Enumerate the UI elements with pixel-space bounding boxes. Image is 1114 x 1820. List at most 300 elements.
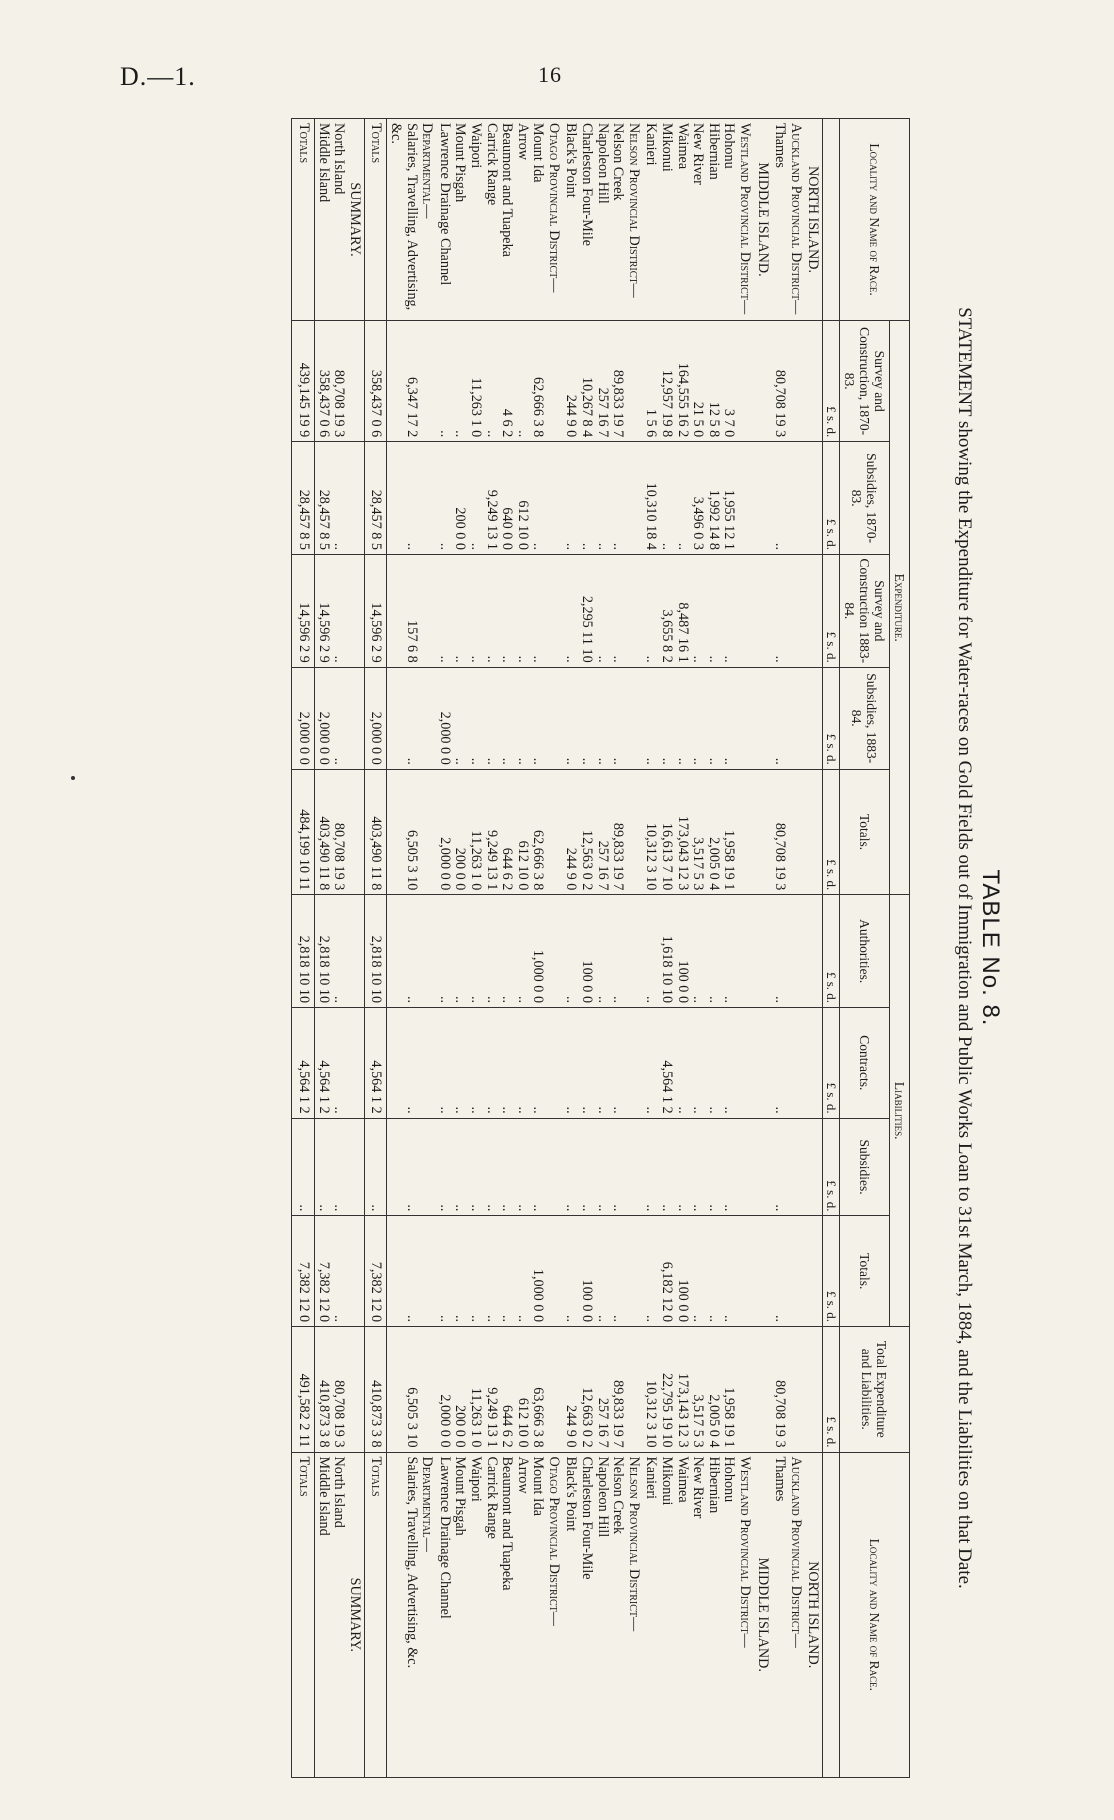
empty-cell (754, 895, 772, 1008)
row-value-c10: 9,249 13 1 (483, 1327, 499, 1452)
row-value-c8: .. (690, 1118, 706, 1216)
row-value-c7: .. (530, 1008, 546, 1119)
row-value-c4: .. (452, 667, 468, 769)
unit-cell: £ s. d. (823, 1327, 840, 1452)
row-value-c10: 89,833 19 7 (610, 1327, 626, 1452)
unit-cell: £ s. d. (823, 1008, 840, 1119)
empty-cell (754, 1118, 772, 1216)
row-value-c7: 4,564 1 2 (658, 1008, 674, 1119)
row-locality-right: North Island (331, 1452, 347, 1777)
row-value-c8: .. (658, 1118, 674, 1216)
totals-value-c9: 7,382 12 0 (292, 1216, 315, 1327)
row-value-c6: 100 0 0 (579, 895, 595, 1008)
totals-row (292, 119, 315, 1778)
row-value-c7: .. (772, 1008, 788, 1119)
row-locality: Waimea (674, 119, 690, 321)
row-locality: Kanieri (643, 119, 659, 321)
table-row (690, 119, 706, 1778)
row-value-c3: 14,596 2 9 (315, 554, 331, 667)
empty-cell (736, 1118, 754, 1216)
row-value-c9: .. (331, 1216, 347, 1327)
ink-speck (71, 776, 75, 780)
empty-cell (754, 554, 772, 667)
empty-cell (625, 321, 643, 442)
row-locality-right: Charleston Four-Mile (579, 1452, 595, 1777)
row-locality: Lawrence Drainage Channel (436, 119, 452, 321)
row-value-c1: .. (483, 321, 499, 442)
empty-cell (545, 442, 563, 555)
row-value-c1: 4 6 2 (499, 321, 515, 442)
table-row (467, 119, 483, 1778)
empty-cell (787, 1008, 805, 1119)
district-heading: Otago Provincial District— (545, 119, 563, 321)
empty-cell (545, 1216, 563, 1327)
row-value-c7: .. (514, 1008, 530, 1119)
empty-cell (419, 667, 437, 769)
row-value-c6: .. (772, 895, 788, 1008)
row-value-c3: .. (331, 554, 347, 667)
section-heading-row (805, 119, 823, 1778)
empty-cell (346, 442, 364, 555)
row-value-c2: .. (467, 442, 483, 555)
row-value-c3: .. (705, 554, 721, 667)
table-row (499, 119, 515, 1778)
empty-cell (346, 769, 364, 895)
empty-cell (346, 1118, 364, 1216)
table-row (530, 119, 546, 1778)
row-value-c6: 2,818 10 10 (315, 895, 331, 1008)
row-value-c8: .. (514, 1118, 530, 1216)
row-value-c10: 12,663 0 2 (579, 1327, 595, 1452)
row-value-c9: .. (483, 1216, 499, 1327)
row-value-c5: 62,666 3 8 (530, 769, 546, 895)
empty-cell (419, 1327, 437, 1452)
row-value-c8: .. (772, 1118, 788, 1216)
row-value-c7: .. (436, 1008, 452, 1119)
row-value-c5: 612 10 0 (514, 769, 530, 895)
row-value-c6: .. (721, 895, 737, 1008)
row-value-c5: 644 6 2 (499, 769, 515, 895)
row-value-c7: .. (721, 1008, 737, 1119)
table-row (610, 119, 626, 1778)
row-value-c3: .. (436, 554, 452, 667)
row-value-c4: .. (467, 667, 483, 769)
row-value-c8: .. (594, 1118, 610, 1216)
row-value-c2: .. (579, 442, 595, 555)
totals-value-c1: 358,437 0 6 (364, 321, 387, 442)
row-locality-right: Black's Point (563, 1452, 579, 1777)
totals-label: Totals (364, 119, 387, 321)
empty-cell (346, 667, 364, 769)
row-locality: Salaries, Travelling, Advertising, &c. (387, 119, 419, 321)
row-value-c9: .. (452, 1216, 468, 1327)
row-value-c8: .. (674, 1118, 690, 1216)
row-value-c6: 1,000 0 0 (530, 895, 546, 1008)
row-value-c6: .. (483, 895, 499, 1008)
row-value-c10: 244 9 0 (563, 1327, 579, 1452)
row-value-c7: .. (499, 1008, 515, 1119)
table-row (483, 119, 499, 1778)
empty-cell (787, 554, 805, 667)
empty-cell (736, 442, 754, 555)
header-liab-totals: Totals. (840, 1216, 890, 1327)
row-value-c6: .. (331, 895, 347, 1008)
row-value-c4: .. (331, 667, 347, 769)
row-value-c7: .. (387, 1008, 419, 1119)
unit-cell: £ s. d. (823, 321, 840, 442)
row-value-c6: .. (610, 895, 626, 1008)
empty-cell (419, 554, 437, 667)
row-value-c2: .. (530, 442, 546, 555)
header-subsidies-70-83: Subsidies, 1870-83. (840, 442, 890, 555)
district-heading-right: Westland Provincial District— (736, 1452, 754, 1777)
row-value-c3: .. (514, 554, 530, 667)
row-value-c7: .. (563, 1008, 579, 1119)
row-value-c5: 3,517 5 3 (690, 769, 706, 895)
row-value-c1: 164,555 16 2 (674, 321, 690, 442)
row-value-c5: 10,312 3 10 (643, 769, 659, 895)
row-value-c7: .. (331, 1008, 347, 1119)
row-value-c6: .. (594, 895, 610, 1008)
empty-cell (787, 895, 805, 1008)
row-value-c8: .. (387, 1118, 419, 1216)
row-value-c6: .. (499, 895, 515, 1008)
empty-cell (419, 769, 437, 895)
row-value-c4: .. (772, 667, 788, 769)
empty-cell (787, 1118, 805, 1216)
empty-cell (736, 554, 754, 667)
row-value-c2: .. (772, 442, 788, 555)
units-blank (823, 119, 840, 321)
row-value-c3: .. (610, 554, 626, 667)
row-value-c4: .. (610, 667, 626, 769)
rotated-table-block (144, 118, 1004, 1778)
empty-cell (346, 895, 364, 1008)
header-total-exp-liab: Total Expenditure and Liabilities. (840, 1327, 910, 1452)
table-row (721, 119, 737, 1778)
empty-cell (787, 321, 805, 442)
row-value-c8: .. (467, 1118, 483, 1216)
row-value-c1: 1 5 6 (643, 321, 659, 442)
row-value-c1: .. (436, 321, 452, 442)
table-row (674, 119, 690, 1778)
row-value-c4: .. (690, 667, 706, 769)
district-heading-row (545, 119, 563, 1778)
row-locality-right: Mount Ida (530, 1452, 546, 1777)
district-heading-right: Nelson Provincial District— (625, 1452, 643, 1777)
row-value-c10: 10,312 3 10 (643, 1327, 659, 1452)
row-value-c1: .. (452, 321, 468, 442)
row-value-c9: .. (387, 1216, 419, 1327)
unit-cell: £ s. d. (823, 1216, 840, 1327)
row-value-c10: 63,666 3 8 (530, 1327, 546, 1452)
units-blank (823, 1452, 840, 1777)
row-value-c5: 200 0 0 (452, 769, 468, 895)
empty-cell (754, 1008, 772, 1119)
row-value-c2: 28,457 8 5 (315, 442, 331, 555)
section-heading: NORTH ISLAND. (805, 119, 823, 321)
row-locality-right: Napoleon Hill (594, 1452, 610, 1777)
empty-cell (754, 1216, 772, 1327)
row-locality: Middle Island (315, 119, 331, 321)
row-value-c9: 6,182 12 0 (658, 1216, 674, 1327)
row-value-c2: .. (674, 442, 690, 555)
row-value-c8: .. (436, 1118, 452, 1216)
row-value-c3: .. (690, 554, 706, 667)
empty-cell (805, 1327, 823, 1452)
unit-cell: £ s. d. (823, 1118, 840, 1216)
empty-cell (625, 442, 643, 555)
row-value-c10: 22,795 19 10 (658, 1327, 674, 1452)
row-value-c2: .. (594, 442, 610, 555)
totals-value-c4: 2,000 0 0 (292, 667, 315, 769)
row-value-c7: .. (674, 1008, 690, 1119)
totals-value-c7: 4,564 1 2 (364, 1008, 387, 1119)
row-value-c6: 100 0 0 (674, 895, 690, 1008)
row-value-c8: .. (315, 1118, 331, 1216)
row-locality-right: Mikonui (658, 1452, 674, 1777)
row-value-c2: 9,249 13 1 (483, 442, 499, 555)
row-value-c1: 11,263 1 0 (467, 321, 483, 442)
empty-cell (625, 1216, 643, 1327)
empty-cell (736, 321, 754, 442)
row-locality: Beaumont and Tuapeka (499, 119, 515, 321)
empty-cell (736, 895, 754, 1008)
row-value-c7: .. (610, 1008, 626, 1119)
row-value-c10: 1,958 19 1 (721, 1327, 737, 1452)
empty-cell (754, 1327, 772, 1452)
row-value-c4: .. (387, 667, 419, 769)
row-value-c7: 4,564 1 2 (315, 1008, 331, 1119)
district-heading-right: Departmental— (419, 1452, 437, 1777)
district-heading: Nelson Provincial District— (625, 119, 643, 321)
row-value-c7: .. (483, 1008, 499, 1119)
section-heading-right: NORTH ISLAND. (805, 1452, 823, 1777)
row-value-c2: 612 10 0 (514, 442, 530, 555)
row-value-c8: .. (452, 1118, 468, 1216)
page-reference: D.—1. (120, 62, 196, 91)
row-value-c8: .. (643, 1118, 659, 1216)
table-row (705, 119, 721, 1778)
section-heading-row (754, 119, 772, 1778)
row-locality-right: Salaries, Travelling, Advertising, &c. (387, 1452, 419, 1777)
row-value-c8: .. (331, 1118, 347, 1216)
row-locality: Thames (772, 119, 788, 321)
section-heading-row (346, 119, 364, 1778)
row-value-c3: .. (467, 554, 483, 667)
empty-cell (805, 1118, 823, 1216)
empty-cell (787, 769, 805, 895)
section-heading: MIDDLE ISLAND. (754, 119, 772, 321)
district-heading: Westland Provincial District— (736, 119, 754, 321)
row-locality: Nelson Creek (610, 119, 626, 321)
row-value-c1: 257 16 7 (594, 321, 610, 442)
unit-cell: £ s. d. (823, 667, 840, 769)
row-value-c9: .. (594, 1216, 610, 1327)
row-value-c9: .. (643, 1216, 659, 1327)
row-value-c6: .. (436, 895, 452, 1008)
row-value-c7: .. (690, 1008, 706, 1119)
row-value-c9: 100 0 0 (579, 1216, 595, 1327)
table-number: TABLE No. 8. (977, 869, 1004, 1027)
row-value-c9: .. (514, 1216, 530, 1327)
row-value-c8: .. (499, 1118, 515, 1216)
empty-cell (805, 769, 823, 895)
row-value-c3: .. (594, 554, 610, 667)
row-value-c9: 100 0 0 (674, 1216, 690, 1327)
row-value-c1: 62,666 3 8 (530, 321, 546, 442)
district-heading-row (419, 119, 437, 1778)
row-value-c4: .. (483, 667, 499, 769)
totals-value-c6: 2,818 10 10 (364, 895, 387, 1008)
row-value-c5: 257 16 7 (594, 769, 610, 895)
row-locality-right: Hohonu (721, 1452, 737, 1777)
totals-value-c6: 2,818 10 10 (292, 895, 315, 1008)
row-value-c2: 640 0 0 (499, 442, 515, 555)
row-value-c3: .. (563, 554, 579, 667)
row-value-c9: .. (772, 1216, 788, 1327)
empty-cell (346, 554, 364, 667)
row-value-c1: 244 9 0 (563, 321, 579, 442)
table-row (772, 119, 788, 1778)
row-value-c4: 2,000 0 0 (315, 667, 331, 769)
row-value-c5: 11,263 1 0 (467, 769, 483, 895)
row-locality-right: Waimea (674, 1452, 690, 1777)
row-value-c2: .. (658, 442, 674, 555)
empty-cell (545, 769, 563, 895)
row-value-c3: .. (483, 554, 499, 667)
row-value-c8: .. (483, 1118, 499, 1216)
row-locality-right: Middle Island (315, 1452, 331, 1777)
row-value-c10: 200 0 0 (452, 1327, 468, 1452)
totals-value-c8: .. (364, 1118, 387, 1216)
row-value-c9: .. (499, 1216, 515, 1327)
row-value-c3: .. (721, 554, 737, 667)
row-value-c4: .. (530, 667, 546, 769)
row-value-c3: 157 6 8 (387, 554, 419, 667)
row-value-c3: 8,487 16 1 (674, 554, 690, 667)
row-value-c5: 12,563 0 2 (579, 769, 595, 895)
empty-cell (419, 1008, 437, 1119)
empty-cell (545, 1118, 563, 1216)
row-value-c10: 80,708 19 3 (331, 1327, 347, 1452)
row-locality: North Island (331, 119, 347, 321)
row-value-c5: 244 9 0 (563, 769, 579, 895)
table-row (514, 119, 530, 1778)
statement-title: STATEMENT showing the Expenditure for Water-races on Gold Fields out of Immigration and Public Works Loan to 31st March, 1884, and the Liabilities on that Date. (954, 307, 975, 1589)
row-value-c1: 358,437 0 6 (315, 321, 331, 442)
page-number: 16 (538, 62, 562, 87)
header-expenditure: Expenditure. (890, 321, 910, 895)
row-value-c8: .. (563, 1118, 579, 1216)
row-value-c5: 80,708 19 3 (772, 769, 788, 895)
row-value-c8: .. (579, 1118, 595, 1216)
header-survey-70-83: Survey and Construction, 1870-83. (840, 321, 890, 442)
row-value-c5: 9,249 13 1 (483, 769, 499, 895)
row-value-c1: 21 5 0 (690, 321, 706, 442)
row-value-c4: .. (499, 667, 515, 769)
table-row (658, 119, 674, 1778)
row-value-c10: 644 6 2 (499, 1327, 515, 1452)
district-heading-right: Otago Provincial District— (545, 1452, 563, 1777)
row-value-c1: 80,708 19 3 (331, 321, 347, 442)
empty-cell (545, 554, 563, 667)
empty-cell (419, 442, 437, 555)
row-locality: Napoleon Hill (594, 119, 610, 321)
row-value-c10: 612 10 0 (514, 1327, 530, 1452)
row-value-c4: .. (579, 667, 595, 769)
row-locality: Mount Pisgah (452, 119, 468, 321)
row-value-c2: .. (387, 442, 419, 555)
row-locality: Black's Point (563, 119, 579, 321)
empty-cell (419, 1216, 437, 1327)
row-value-c8: .. (705, 1118, 721, 1216)
row-value-c9: .. (563, 1216, 579, 1327)
section-heading-right: MIDDLE ISLAND. (754, 1452, 772, 1777)
row-value-c4: .. (643, 667, 659, 769)
row-value-c6: .. (705, 895, 721, 1008)
row-value-c10: 2,000 0 0 (436, 1327, 452, 1452)
row-value-c2: .. (563, 442, 579, 555)
header-survey-83-84: Survey and Construction 1883-84. (840, 554, 890, 667)
row-value-c1: 10,267 8 4 (579, 321, 595, 442)
row-locality: Arrow (514, 119, 530, 321)
row-value-c1: 12,957 19 8 (658, 321, 674, 442)
row-value-c6: .. (467, 895, 483, 1008)
totals-value-c10: 410,873 3 8 (364, 1327, 387, 1452)
empty-cell (419, 1118, 437, 1216)
row-value-c6: 1,618 10 10 (658, 895, 674, 1008)
row-value-c2: 200 0 0 (452, 442, 468, 555)
row-value-c2: 1,992 14 8 (705, 442, 721, 555)
empty-cell (625, 1008, 643, 1119)
row-value-c5: 2,005 0 4 (705, 769, 721, 895)
empty-cell (346, 1327, 364, 1452)
table-row (315, 119, 331, 1778)
row-value-c4: .. (658, 667, 674, 769)
empty-cell (805, 1008, 823, 1119)
totals-value-c2: 28,457 8 5 (292, 442, 315, 555)
row-locality-right: Beaumont and Tuapeka (499, 1452, 515, 1777)
unit-cell: £ s. d. (823, 554, 840, 667)
empty-cell (545, 321, 563, 442)
empty-cell (545, 1008, 563, 1119)
row-locality-right: New River (690, 1452, 706, 1777)
row-value-c3: .. (530, 554, 546, 667)
empty-cell (625, 1327, 643, 1452)
row-value-c9: .. (467, 1216, 483, 1327)
empty-cell (754, 667, 772, 769)
row-locality: Waipori (467, 119, 483, 321)
row-value-c8: .. (610, 1118, 626, 1216)
empty-cell (736, 1008, 754, 1119)
unit-cell: £ s. d. (823, 895, 840, 1008)
table-row (387, 119, 419, 1778)
header-locality: Locality and Name of Race. (840, 119, 910, 321)
row-value-c4: .. (594, 667, 610, 769)
row-value-c1: 89,833 19 7 (610, 321, 626, 442)
row-locality-right: Carrick Range (483, 1452, 499, 1777)
row-locality-right: Thames (772, 1452, 788, 1777)
row-value-c9: .. (436, 1216, 452, 1327)
row-value-c4: .. (721, 667, 737, 769)
empty-cell (787, 1327, 805, 1452)
table-row (563, 119, 579, 1778)
row-value-c10: 6,505 3 10 (387, 1327, 419, 1452)
row-value-c5: 6,505 3 10 (387, 769, 419, 895)
row-value-c3: .. (772, 554, 788, 667)
row-value-c9: .. (610, 1216, 626, 1327)
